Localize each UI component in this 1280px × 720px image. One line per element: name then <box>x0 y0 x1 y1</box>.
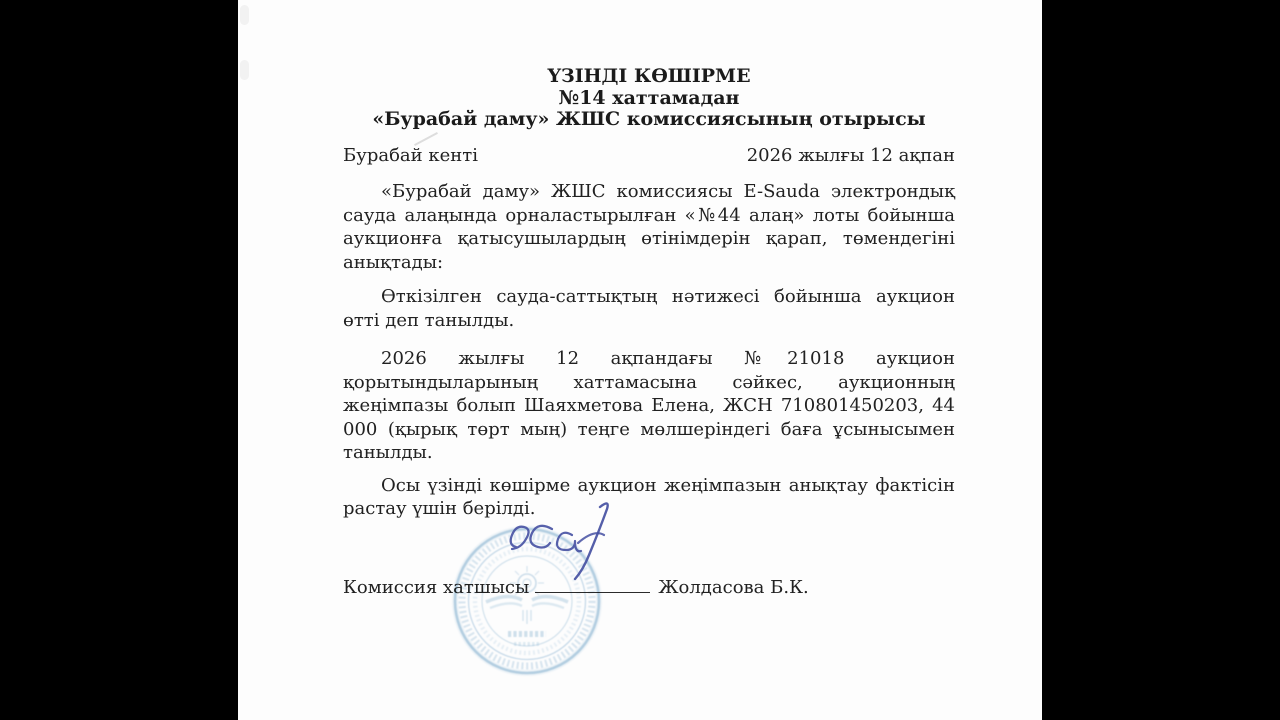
date-label: 2026 жылғы 12 ақпан <box>746 144 955 166</box>
scan-smudge <box>240 60 249 80</box>
document-page <box>238 0 1042 720</box>
document-title-block <box>343 66 955 131</box>
document-content <box>343 0 955 600</box>
title-line-2: №14 хаттамадан <box>558 86 740 109</box>
paragraph-purpose: Осы үзінді көшірме аукцион жеңімпазын анықтау фактісін растау үшін берілді. <box>343 474 955 519</box>
signature-line <box>535 579 650 593</box>
title-line-3: «Бурабай даму» ЖШС комиссиясының отырысы <box>372 108 926 130</box>
signer-role-label: Комиссия хатшысы <box>343 576 530 598</box>
place-label: Бурабай кенті <box>343 144 478 166</box>
signature-row <box>343 576 955 600</box>
paragraph-intro: «Бурабай даму» ЖШС комиссиясы E-Sauda электрондық сауда алаңында орналастырылған «№44 алаң» лоты бойынша аукционға қатысушылардың өтінімдерін қарап, төмендегіні анықтады: <box>343 181 955 273</box>
place-date-line <box>343 144 955 168</box>
paragraph-result: Өткізілген сауда-саттықтың нәтижесі бойынша аукцион өтті деп танылды. <box>343 286 955 331</box>
title-line-1: ҮЗІНДІ КӨШІРМЕ <box>547 65 751 87</box>
scan-smudge <box>240 5 249 25</box>
signer-name-label: Жолдасова Б.К. <box>658 576 809 598</box>
paragraph-winner: 2026 жылғы 12 ақпандағы №21018 аукцион қорытындыларының хаттамасына сәйкес, аукционның жеңімпазы болып Шаяхметова Елена, ЖСН 710801450203, 44 000 (қырық төрт мың) теңге мөлшеріндегі баға ұсынысымен танылды. <box>343 348 955 463</box>
